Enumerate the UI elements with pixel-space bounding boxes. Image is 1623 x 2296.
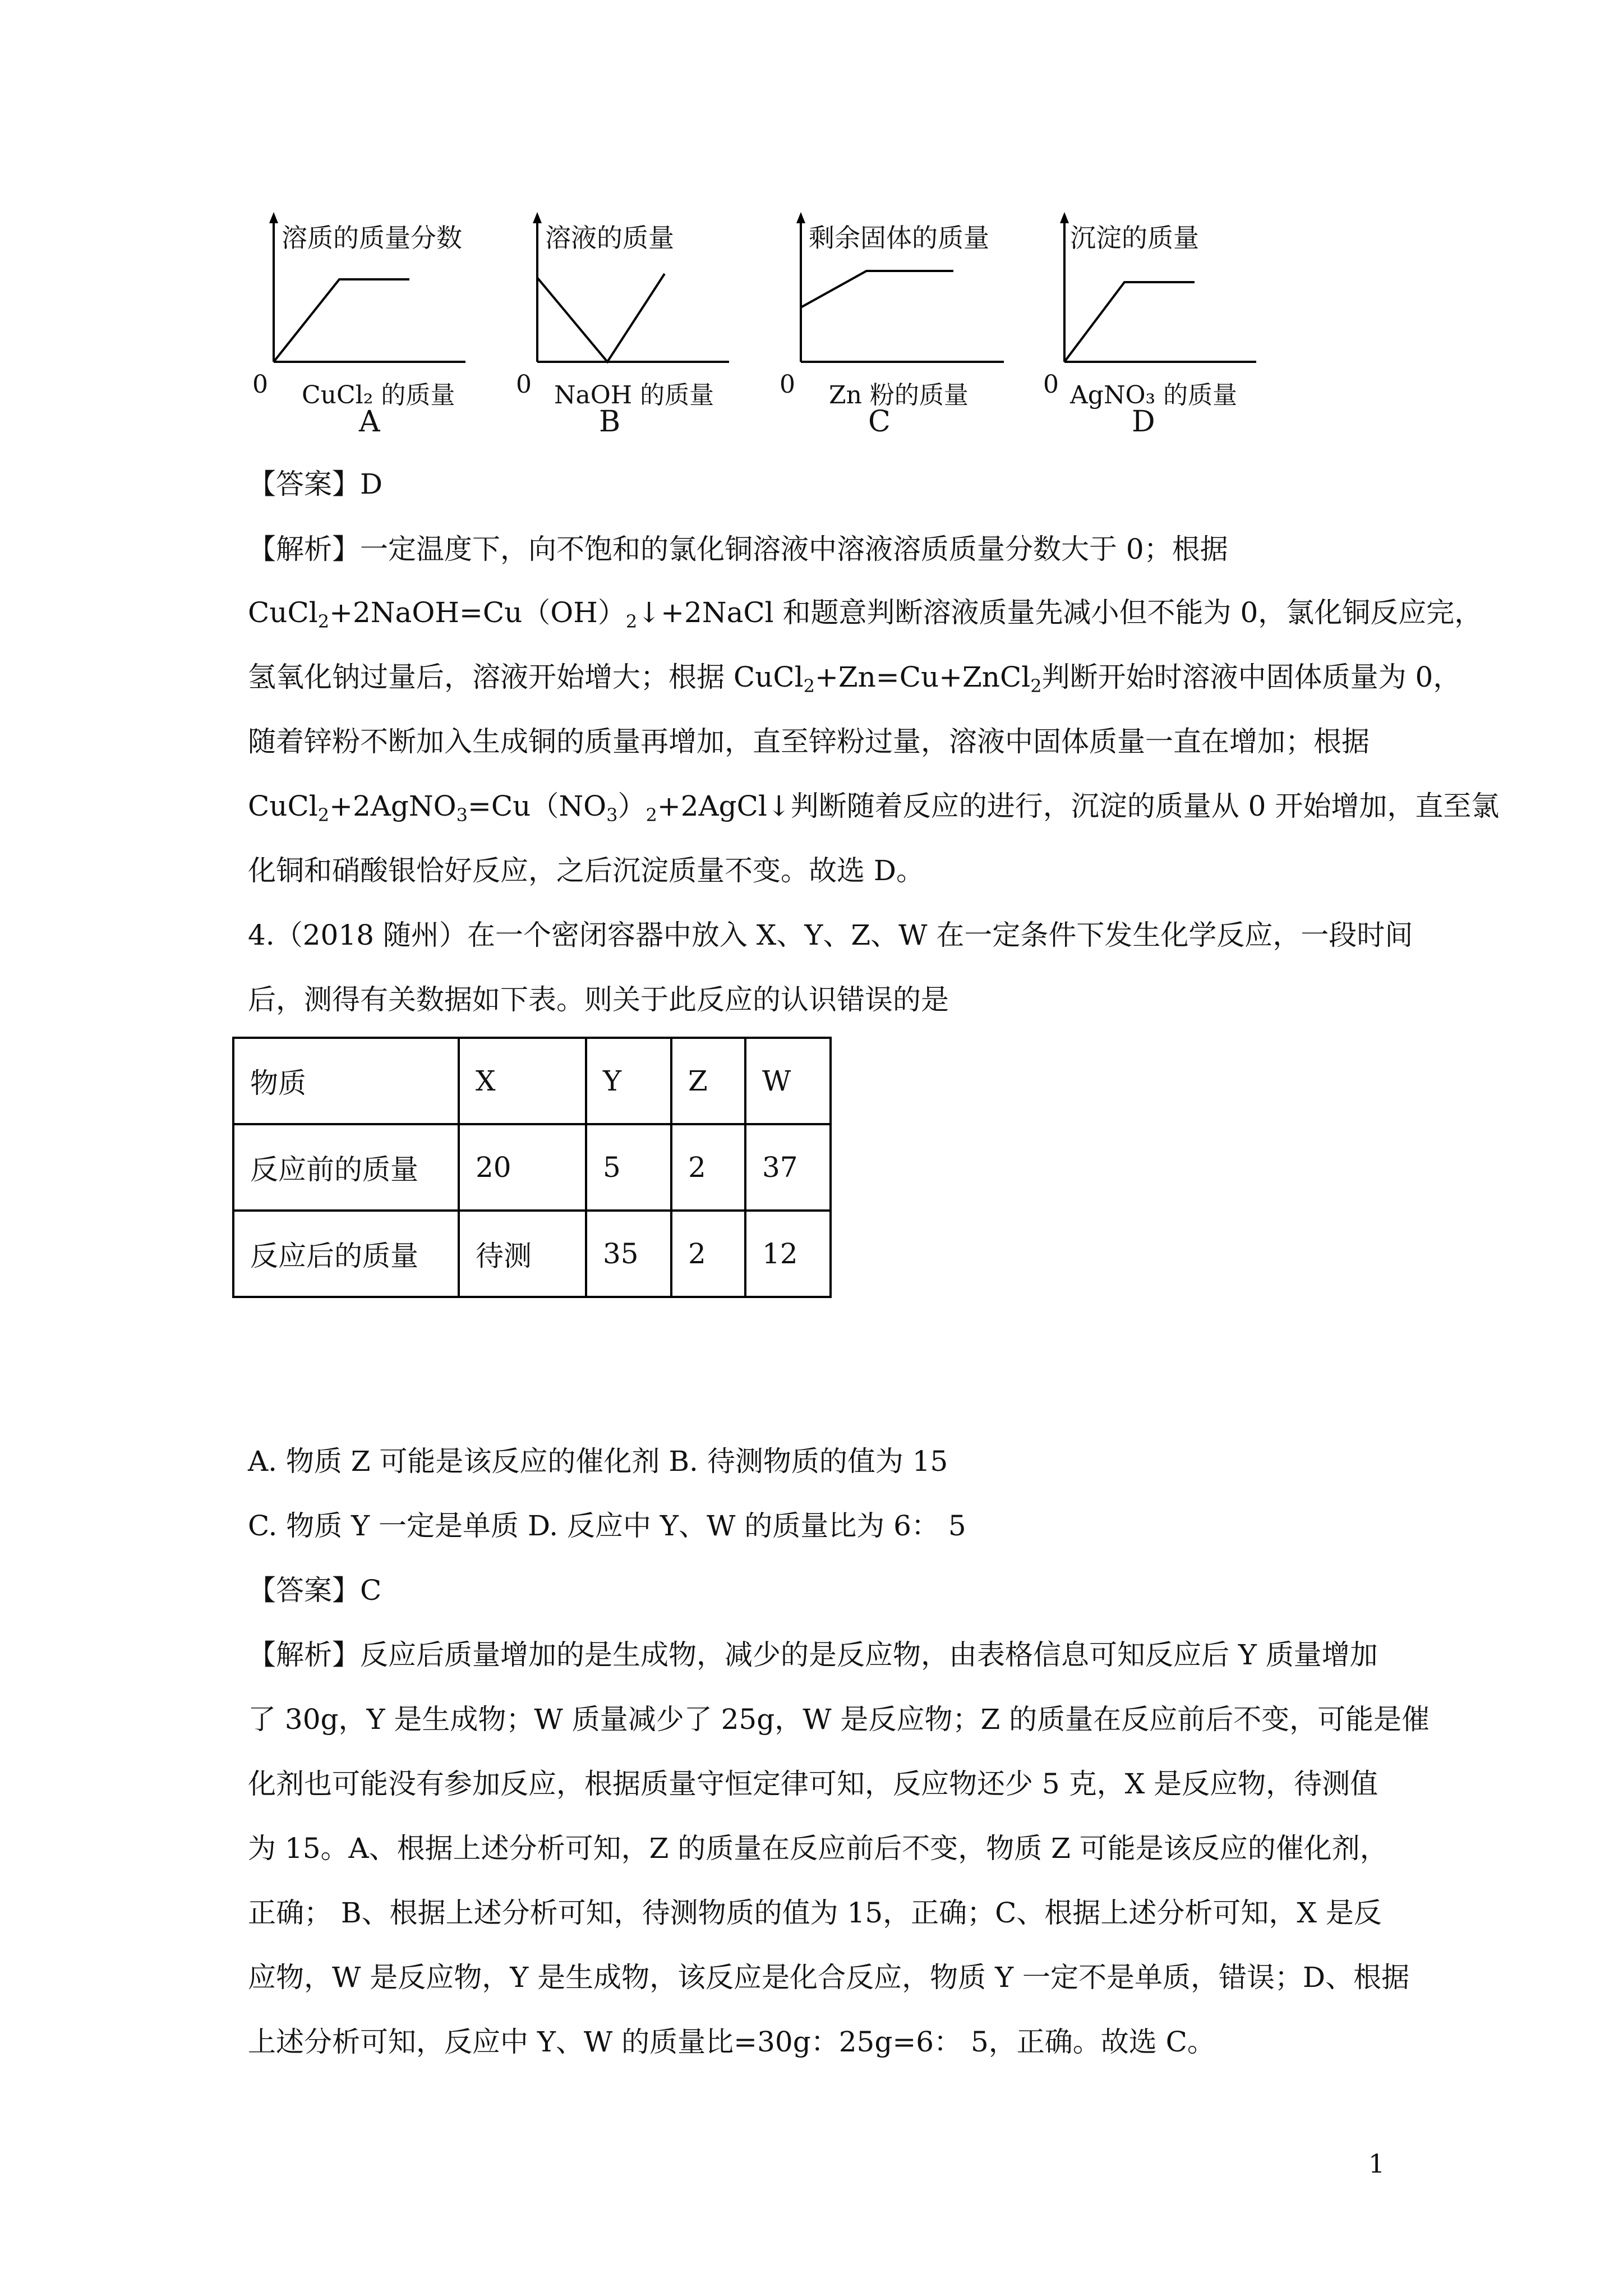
y-axis-arrow xyxy=(269,212,278,223)
y-axis-arrow xyxy=(1060,212,1069,223)
analysis-line: 化铜和硝酸银恰好反应，之后沉淀质量不变。故选 D。 xyxy=(248,854,924,887)
question-line: 4.（2018 随州）在一个密闭容器中放入 X、Y、Z、W 在一定条件下发生化学反应，一段时间 xyxy=(248,919,1413,951)
analysis-line: 为 15。A、根据上述分析可知，Z 的质量在反应前后不变，物质 Z 可能是该反应的催化剂， xyxy=(248,1832,1388,1865)
question-line: 后，测得有关数据如下表。则关于此反应的认识错误的是 xyxy=(248,983,949,1016)
x-axis-label: CuCl₂ 的质量 xyxy=(302,381,455,409)
table-cell: 反应后的质量 xyxy=(233,1211,459,1297)
analysis-line: 【解析】反应后质量增加的是生成物，减少的是反应物，由表格信息可知反应后 Y 质量增加 xyxy=(248,1639,1378,1671)
table-cell: 2 xyxy=(671,1211,745,1297)
y-axis-label: 溶质的质量分数 xyxy=(282,223,462,253)
x-axis-label: NaOH 的质量 xyxy=(554,381,714,409)
y-axis-arrow xyxy=(533,212,542,223)
graph-b xyxy=(505,208,768,443)
answer-line: 【答案】C xyxy=(248,1574,382,1607)
data-table xyxy=(232,1037,832,1298)
analysis-line: $CuCl_2+2AgNO_3=Cu(NO_3)_2+2AgCl↓$判断随着反应的进行，沉淀的质量从 0 开始增加，直至氯 xyxy=(248,790,1500,826)
table-cell: 37 xyxy=(745,1124,831,1211)
table-cell: 35 xyxy=(586,1211,671,1297)
origin-label: 0 xyxy=(1043,370,1059,399)
y-axis-label: 沉淀的质量 xyxy=(1070,223,1199,253)
options-line: A. 物质 Z 可能是该反应的催化剂 B. 待测物质的值为 15 xyxy=(248,1445,948,1478)
graph-row xyxy=(241,208,1295,443)
analysis-line: 应物，W 是反应物，Y 是生成物，该反应是化合反应，物质 Y 一定不是单质，错误；D、根据 xyxy=(248,1961,1410,1994)
table-cell: Y xyxy=(586,1038,671,1124)
analysis-line: 【解析】一定温度下，向不饱和的氯化铜溶液中溶液溶质质量分数大于 0；根据 xyxy=(248,533,1228,565)
y-axis-label: 剩余固体的质量 xyxy=(809,223,989,253)
graph-d xyxy=(1032,208,1295,443)
analysis-line: 化剂也可能没有参加反应，根据质量守恒定律可知，反应物还少 5 克，X 是反应物，待测值 xyxy=(248,1768,1378,1800)
graph-c xyxy=(768,208,1032,443)
table-cell: 反应前的质量 xyxy=(233,1124,459,1211)
table-cell: X xyxy=(459,1038,586,1124)
origin-label: 0 xyxy=(780,370,795,399)
table-row xyxy=(233,1124,831,1211)
page-number: 1 xyxy=(1368,2148,1385,2179)
analysis-line: 随着锌粉不断加入生成铜的质量再增加，直至锌粉过量，溶液中固体质量一直在增加；根据 xyxy=(248,725,1370,758)
table-cell: W xyxy=(745,1038,831,1124)
x-axis-label: Zn 粉的质量 xyxy=(829,381,969,409)
table-cell: 物质 xyxy=(233,1038,459,1124)
options-line: C. 物质 Y 一定是单质 D. 反应中 Y、W 的质量比为 6： 5 xyxy=(248,1510,966,1542)
graph-letter: D xyxy=(1132,405,1155,439)
table-cell: 2 xyxy=(671,1124,745,1211)
curve xyxy=(537,274,665,362)
graph-a xyxy=(241,208,505,443)
table-cell: 5 xyxy=(586,1124,671,1211)
curve xyxy=(801,271,953,307)
analysis-line: 氢氧化钠过量后，溶液开始增大；根据 CuCl$_2$+Zn=Cu+ZnCl$_2$判断开始时溶液中固体质量为 0， xyxy=(248,661,1461,697)
analysis-line: 正确； B、根据上述分析可知，待测物质的值为 15，正确；C、根据上述分析可知，X 是反 xyxy=(248,1897,1382,1929)
origin-label: 0 xyxy=(252,370,268,399)
x-axis-label: AgNO₃ 的质量 xyxy=(1070,381,1238,409)
curve xyxy=(274,279,409,362)
graph-letter: C xyxy=(868,405,891,439)
curve xyxy=(1064,282,1195,362)
analysis-line: 上述分析可知，反应中 Y、W 的质量比=30g：25g=6： 5，正确。故选 C。 xyxy=(248,2026,1215,2058)
graph-letter: A xyxy=(359,405,380,439)
y-axis-label: 溶液的质量 xyxy=(545,223,674,253)
y-axis-arrow xyxy=(796,212,805,223)
origin-label: 0 xyxy=(516,370,532,399)
table-row xyxy=(233,1211,831,1297)
table-header-row xyxy=(233,1038,831,1124)
table-cell: 20 xyxy=(459,1124,586,1211)
table-cell: 12 xyxy=(745,1211,831,1297)
table-cell: 待测 xyxy=(459,1211,586,1297)
analysis-line: $CuCl_2+2NaOH=Cu(OH)_2↓+2NaCl$ 和题意判断溶液质量先减小但不能为 0，氯化铜反应完， xyxy=(248,596,1483,632)
answer-line: 【答案】D xyxy=(248,468,383,500)
analysis-line: 了 30g，Y 是生成物；W 质量减少了 25g，W 是反应物；Z 的质量在反应前后不变，可能是催 xyxy=(248,1703,1430,1736)
table-cell: Z xyxy=(671,1038,745,1124)
graph-letter: B xyxy=(599,405,621,439)
